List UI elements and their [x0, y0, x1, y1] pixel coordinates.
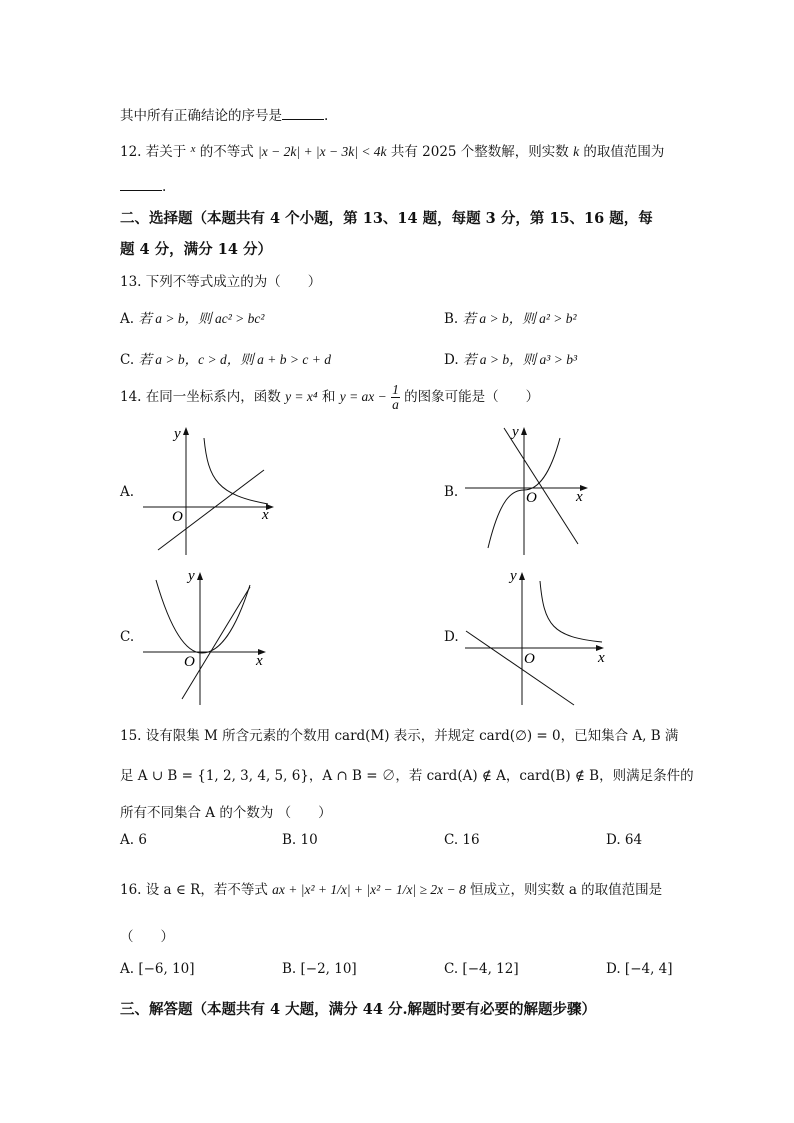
- q14-stem: 14. 在同一坐标系内，函数 y = x⁴ 和 y = ax − $\frac{1}{a}$ 的图象可能是（ ）: [120, 382, 540, 413]
- section2-heading-line1: 二、选择题（本题共有 4 个小题，第 13、14 题，每题 3 分，第 15、16 题，每: [120, 210, 653, 227]
- curve: [540, 581, 602, 642]
- graph-c-label: C.: [120, 629, 135, 645]
- q12-answer-blank: .: [120, 178, 166, 195]
- answer-blank: [282, 107, 324, 120]
- curve: [204, 438, 268, 504]
- q15-option-d: D. 64: [606, 832, 643, 848]
- q16-inequality: ax + |x² + 1/x| + |x² − 1/x| ≥ 2x − 8: [272, 882, 466, 897]
- q11-tail: 其中所有正确结论的序号是 .: [120, 108, 329, 124]
- line: [466, 631, 574, 705]
- q16-option-c: C. [−4, 12]: [444, 961, 519, 977]
- q13-option-d: D. 若 a > b，则 a³ > b³: [444, 352, 578, 368]
- axis-label-y: y: [188, 568, 195, 584]
- q15-option-c: C. 16: [444, 832, 480, 848]
- line: [504, 428, 578, 544]
- section2-heading-line2: 题 4 分，满分 14 分）: [120, 241, 272, 258]
- q16-option-a: A. [−6, 10]: [120, 961, 195, 977]
- q16-option-d: D. [−4, 4]: [606, 961, 673, 977]
- var-x: x: [190, 143, 196, 155]
- graph-a-label: A.: [120, 484, 135, 500]
- q12-stem: 12. 若关于 $^x$ 的不等式 |x − 2k| + |x − 3k| < 4k 共有 2025 个整数解，则实数 k 的取值范围为: [120, 143, 665, 160]
- q15-stem-line1: 15. 设有限集 M 所含元素的个数用 card(M) 表示，并规定 card(∅) = 0，已知集合 A, B 满: [120, 728, 679, 744]
- var-k: k: [573, 144, 580, 159]
- axis-label-x: x: [262, 507, 269, 523]
- q15-stem-line2: 足 A ∪ B = {1, 2, 3, 4, 5, 6}，A ∩ B = ∅，若 card(A) ∉ A，card(B) ∉ B，则满足条件的: [120, 768, 694, 784]
- axis-label-y: y: [510, 568, 517, 584]
- q15-stem-line3: 所有不同集合 A 的个数为 （ ）: [120, 805, 332, 821]
- graph-d: [460, 565, 610, 710]
- origin-label: O: [172, 509, 183, 525]
- graph-b-label: B.: [444, 484, 459, 500]
- q16-stem: 16. 设 a ∈ R，若不等式 ax + |x² + 1/x| + |x² − 1/x| ≥ 2x − 8 恒成立，则实数 a 的取值范围是: [120, 882, 663, 898]
- origin-label: O: [184, 654, 195, 670]
- fraction-1-over-a: $\frac{1}{a}$: [392, 382, 399, 413]
- graph-d-label: D.: [444, 629, 459, 645]
- q16-paren: （ ）: [120, 929, 174, 945]
- curve: [156, 580, 250, 653]
- q15-option-b: B. 10: [282, 832, 318, 848]
- origin-label: O: [526, 490, 537, 506]
- line: [182, 587, 250, 699]
- axis-label-x: x: [598, 650, 605, 666]
- q13-stem: 13. 下列不等式成立的为（ ）: [120, 274, 322, 290]
- graph-c: [138, 565, 288, 710]
- q13-option-a: A. 若 a > b，则 ac² > bc²: [120, 311, 265, 327]
- origin-label: O: [524, 651, 535, 667]
- axis-label-y: y: [174, 426, 181, 442]
- section3-heading: 三、解答题（本题共有 4 大题，满分 44 分.解题时要有必要的解题步骤）: [120, 1001, 597, 1018]
- graph-b: [460, 420, 610, 560]
- q15-option-a: A. 6: [120, 832, 147, 848]
- q13-option-c: C. 若 a > b，c > d，则 a + b > c + d: [120, 352, 331, 368]
- q16-option-b: B. [−2, 10]: [282, 961, 357, 977]
- axis-label-x: x: [256, 653, 263, 669]
- q13-option-b: B. 若 a > b，则 a² > b²: [444, 311, 577, 327]
- axis-label-x: x: [576, 489, 583, 505]
- axis-label-y: y: [512, 424, 519, 440]
- q12-inequality: |x − 2k| + |x − 3k| < 4k: [258, 144, 387, 159]
- graph-a: [138, 420, 288, 560]
